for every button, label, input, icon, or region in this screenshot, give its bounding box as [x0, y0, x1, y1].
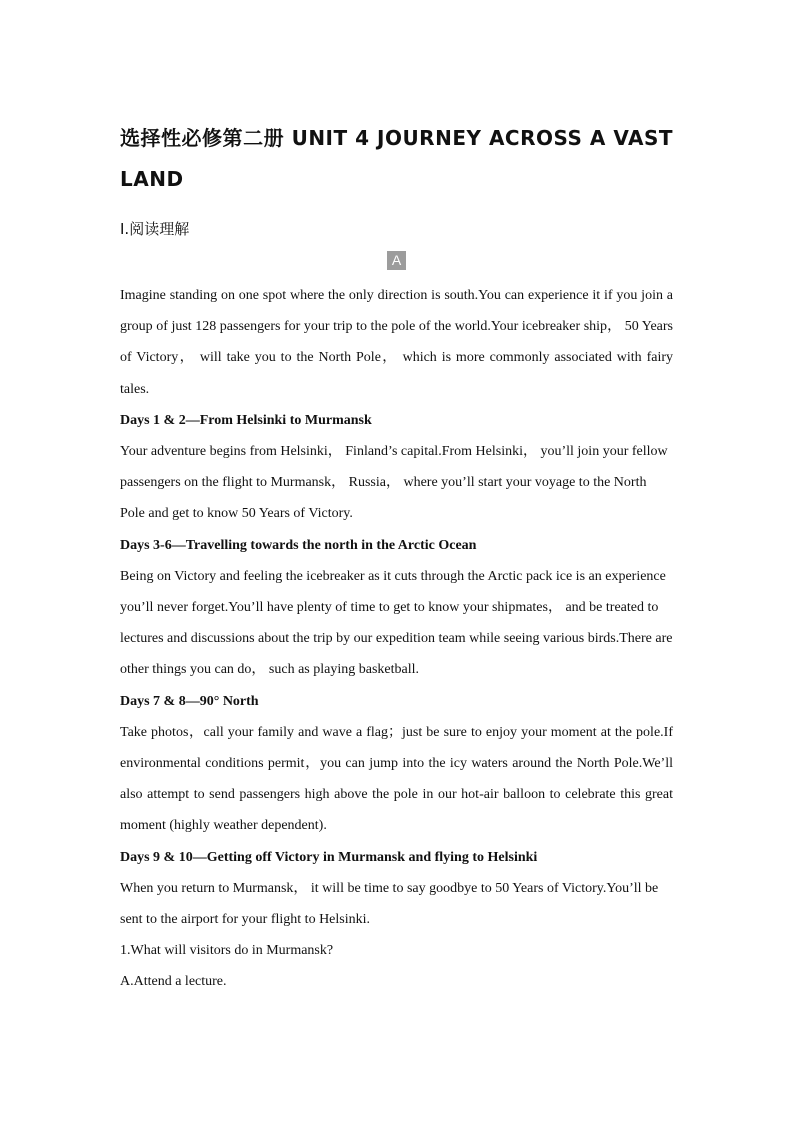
- day-text: When you return to Murmansk， it will be time to say goodbye to 50 Years of Victory.You’ll be sent to the airport for your flight to Helsinki.: [120, 880, 659, 928]
- question-option: A.Attend a lecture.: [120, 974, 227, 990]
- reading-passage: [120, 280, 673, 998]
- day-text: Being on Victory and feeling the icebreaker as it cuts through the Arctic pack ice is an experience you’ll never forget.You’ll have plenty of time to get to know your shipmates， and be treated to lectures and discussions about the trip by our expedition team while seeing various birds.There are other things you can do， such as playing basketball.: [120, 568, 673, 678]
- day-heading: Days 3-6—Travelling towards the north in the Arctic Ocean: [120, 537, 477, 553]
- day-heading: Days 7 & 8—90° North: [120, 693, 259, 709]
- document-title: 选择性必修第二册 UNIT 4 JOURNEY ACROSS A VAST LAND: [120, 126, 673, 191]
- passage-label-badge: A: [387, 251, 406, 270]
- passage-intro: Imagine standing on one spot where the only direction is south.You can experience it if you join a group of just 128 passengers for your trip to the pole of the world.Your icebreaker ship， 50 Years of Victory， will take you to the North Pole， which is more commonly associated with fairy tales.: [120, 288, 673, 397]
- question-stem: 1.What will visitors do in Murmansk?: [120, 943, 334, 959]
- day-text: Your adventure begins from Helsinki， Finland’s capital.From Helsinki， you’ll join your fellow passengers on the flight to Murmansk， Russia， where you’ll start your voyage to the North Pole and get to know 50 Years of Victory.: [120, 444, 668, 522]
- day-text: Take photos，call your family and wave a flag；just be sure to enjoy your moment at the pole.If environmental conditions permit，you can jump into the icy waters around the North Pole.We’ll also attempt to send passengers high above the pole in our hot-air balloon to celebrate this great moment (highly weather dependent).: [120, 724, 673, 834]
- day-heading: Days 9 & 10—Getting off Victory in Murmansk and flying to Helsinki: [120, 849, 538, 865]
- day-heading: Days 1 & 2—From Helsinki to Murmansk: [120, 412, 372, 428]
- section-heading: Ⅰ.阅读理解: [120, 220, 190, 238]
